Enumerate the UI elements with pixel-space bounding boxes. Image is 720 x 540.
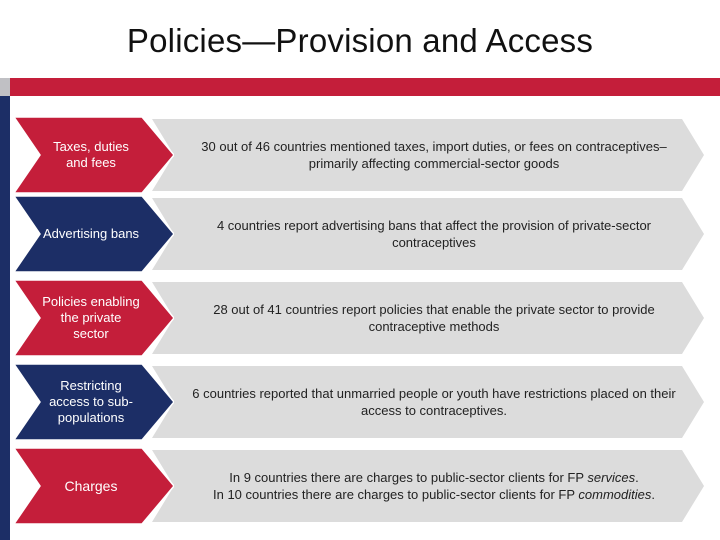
policy-description: 30 out of 46 countries mentioned taxes, import duties, or fees on contraceptives– primarily affecting commercial-sector goods: [201, 139, 667, 171]
policy-label: Taxes, duties and fees: [53, 139, 129, 170]
policy-row-enabling: [14, 280, 704, 356]
left-accent-bar: [0, 96, 10, 540]
policy-label: Advertising bans: [42, 226, 140, 241]
policy-label: Policies enabling the private sector: [42, 294, 140, 341]
policy-label: Restricting access to sub-populations: [49, 378, 133, 425]
title-divider-bar: [0, 78, 720, 96]
page-title: Policies—Provision and Access: [126, 22, 594, 59]
policy-description: 4 countries report advertising bans that affect the provision of private-sector contraceptives: [216, 218, 652, 250]
charges-services-line: In 9 countries there are charges to public-sector clients for FP services.: [229, 470, 639, 485]
policy-description: [184, 448, 684, 524]
policy-row-charges: [14, 448, 704, 524]
charges-commodities-line: In 10 countries there are charges to public-sector clients for FP commodities.: [213, 487, 655, 502]
policy-description: 6 countries reported that unmarried people or youth have restrictions placed on their access to contraceptives.: [192, 386, 676, 418]
policy-row-restricting: [14, 364, 704, 440]
policy-label: Charges: [64, 478, 118, 494]
policy-row-taxes: [14, 117, 704, 193]
policy-description: 28 out of 41 countries report policies that enable the private sector to provide contraceptive methods: [213, 302, 655, 334]
policy-row-advertising: [14, 196, 704, 272]
